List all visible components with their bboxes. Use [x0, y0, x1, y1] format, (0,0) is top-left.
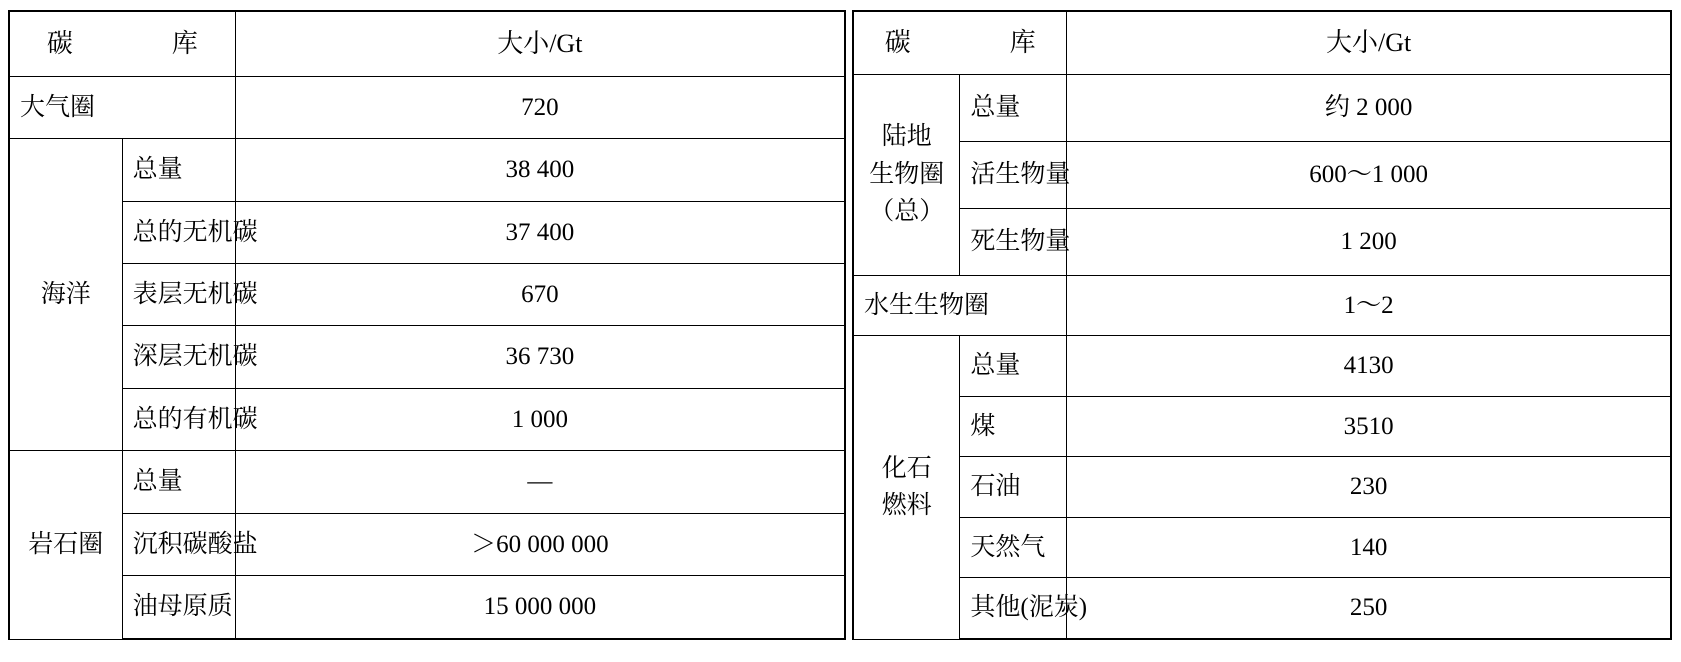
tables-container — [8, 10, 1673, 640]
table-row — [9, 76, 845, 138]
cell-living-biomass-value: 600～1 000 — [1067, 141, 1671, 208]
terrestrial-line-2: 生物圈 — [869, 160, 945, 188]
table-row — [853, 74, 1671, 141]
cell-lithosphere-total-value: — — [235, 451, 845, 513]
cell-ocean-deep-inorganic-value: 36 730 — [235, 326, 845, 388]
cell-other-peat-value: 250 — [1067, 578, 1671, 639]
cell-kerogen-label: 油母原质 — [122, 576, 235, 639]
fossil-line-2: 燃料 — [881, 492, 932, 520]
table-row — [853, 457, 1671, 517]
table-row — [9, 388, 845, 450]
cell-ocean-total-label: 总量 — [122, 139, 235, 201]
table-row — [853, 11, 1671, 74]
table-row — [853, 517, 1671, 577]
table-row — [9, 263, 845, 325]
cell-lithosphere-label: 岩石圈 — [9, 451, 122, 639]
table-row — [9, 11, 845, 76]
cell-ocean-total-value: 38 400 — [235, 139, 845, 201]
cell-natural-gas-label: 天然气 — [960, 517, 1067, 577]
terrestrial-line-1: 陆地 — [881, 123, 932, 151]
cell-terrestrial-total-value: 约 2 000 — [1067, 74, 1671, 141]
cell-living-biomass-label: 活生物量 — [960, 141, 1067, 208]
table-row — [9, 139, 845, 201]
table-row — [9, 201, 845, 263]
cell-other-peat-label: 其他(泥炭) — [960, 578, 1067, 639]
cell-oil-value: 230 — [1067, 457, 1671, 517]
cell-ocean-organic-value: 1 000 — [235, 388, 845, 450]
cell-fossil-fuel-label — [853, 336, 960, 639]
terrestrial-line-3: （总） — [869, 198, 945, 226]
table-row — [9, 513, 845, 575]
cell-lithosphere-total-label: 总量 — [122, 451, 235, 513]
header-size-left: 大小/Gt — [235, 11, 845, 76]
table-row — [853, 396, 1671, 456]
carbon-pool-table-right — [852, 10, 1672, 640]
cell-sedimentary-carbonate-value: ＞60 000 000 — [235, 513, 845, 575]
cell-ocean-organic-label: 总的有机碳 — [122, 388, 235, 450]
cell-ocean-deep-inorganic-label: 深层无机碳 — [122, 326, 235, 388]
carbon-pool-table-left — [8, 10, 846, 640]
table-row — [9, 451, 845, 513]
cell-aquatic-biosphere-label: 水生生物圈 — [853, 275, 1067, 335]
cell-fossil-total-label: 总量 — [960, 336, 1067, 396]
cell-natural-gas-value: 140 — [1067, 517, 1671, 577]
header-carbon-pool-left: 碳 库 — [46, 28, 214, 58]
cell-fossil-total-value: 4130 — [1067, 336, 1671, 396]
cell-ocean-label: 海洋 — [9, 139, 122, 451]
cell-dead-biomass-label: 死生物量 — [960, 208, 1067, 275]
cell-terrestrial-total-label: 总量 — [960, 74, 1067, 141]
cell-atmosphere-label: 大气圈 — [9, 76, 235, 138]
cell-ocean-inorganic-value: 37 400 — [235, 201, 845, 263]
cell-ocean-surface-inorganic-label: 表层无机碳 — [122, 263, 235, 325]
table-row — [9, 576, 845, 639]
fossil-line-1: 化石 — [881, 454, 932, 482]
header-size-right: 大小/Gt — [1067, 11, 1671, 74]
table-row — [9, 326, 845, 388]
cell-kerogen-value: 15 000 000 — [235, 576, 845, 639]
cell-aquatic-biosphere-value: 1～2 — [1067, 275, 1671, 335]
table-row — [853, 208, 1671, 275]
table-row — [853, 141, 1671, 208]
cell-terrestrial-biosphere-label — [853, 74, 960, 275]
cell-sedimentary-carbonate-label: 沉积碳酸盐 — [122, 513, 235, 575]
table-row — [853, 336, 1671, 396]
header-carbon-pool-right: 碳 库 — [884, 27, 1052, 57]
table-row — [853, 275, 1671, 335]
cell-coal-label: 煤 — [960, 396, 1067, 456]
cell-oil-label: 石油 — [960, 457, 1067, 517]
cell-ocean-surface-inorganic-value: 670 — [235, 263, 845, 325]
cell-dead-biomass-value: 1 200 — [1067, 208, 1671, 275]
cell-ocean-inorganic-label: 总的无机碳 — [122, 201, 235, 263]
cell-atmosphere-value: 720 — [235, 76, 845, 138]
cell-coal-value: 3510 — [1067, 396, 1671, 456]
table-row — [853, 578, 1671, 639]
